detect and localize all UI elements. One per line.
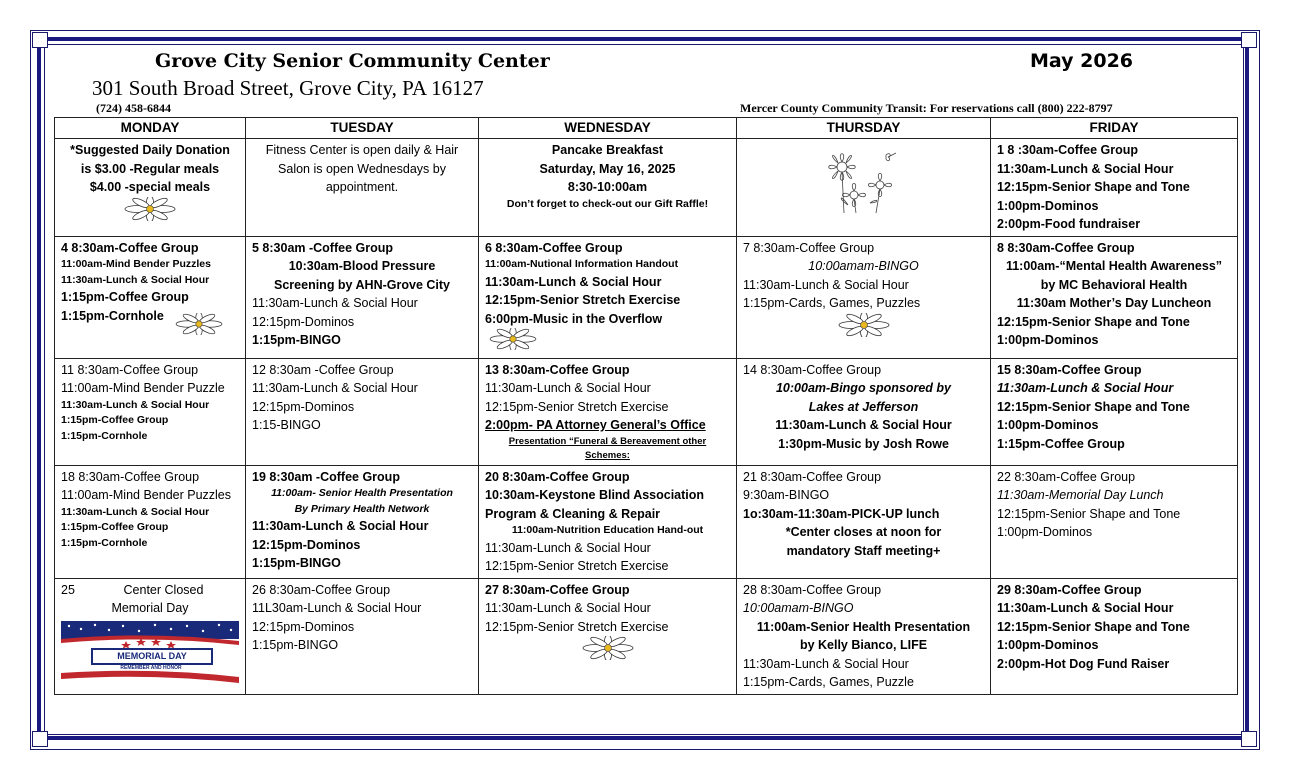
event-line: 1:15pm-Coffee Group (997, 436, 1125, 451)
event-line: by MC Behavioral Health (1040, 277, 1188, 292)
event-line: 1:00pm-Dominos (997, 525, 1093, 539)
flowers-sketch-icon (814, 145, 914, 215)
weekday-header: THURSDAY (737, 118, 991, 139)
event-line: 11:30am-Lunch & Social Hour (485, 274, 662, 289)
event-line: 1:00pm-Dominos (997, 198, 1099, 213)
event-line: 11:30am-Lunch & Social Hour (997, 381, 1174, 395)
day-cell (479, 139, 737, 237)
event-line: 12:15pm-Senior Shape and Tone (997, 506, 1181, 521)
info-line: Salon is open Wednesdays by (278, 161, 446, 176)
weekday-header: MONDAY (55, 118, 246, 139)
week-row (55, 358, 1238, 465)
event-line: 11:00am-Mind Bender Puzzles (61, 258, 211, 270)
day-cell (55, 578, 246, 694)
event-line: 11:30am-Lunch & Social Hour (252, 381, 418, 395)
event-line: 10:30am-Blood Pressure (288, 259, 436, 273)
event-line: 28 8:30am-Coffee Group (743, 582, 882, 597)
corner-ornament (1241, 32, 1257, 48)
month-label: May 2026 (1030, 50, 1134, 72)
event-line: 11:30am-Lunch & Social Hour (743, 277, 909, 292)
event-line: 12:15pm-Dominos (252, 619, 355, 634)
day-cell (55, 236, 246, 358)
info-line: Fitness Center is open daily & Hair (265, 143, 459, 157)
day-cell (737, 236, 991, 358)
event-line: Program & Cleaning & Repair (485, 506, 661, 521)
event-line: 11:30am-Lunch & Social Hour (61, 273, 210, 286)
day-cell (737, 578, 991, 694)
event-line: 1:15pm-Cornhole (61, 536, 148, 549)
event-line: Presentation “Funeral & Bereavement other (508, 435, 707, 447)
corner-ornament (32, 731, 48, 747)
event-line: 29 8:30am-Coffee Group (997, 582, 1142, 597)
event-line: 2:00pm- PA Attorney General’s Office (485, 418, 706, 432)
event-line: 1:15pm-Coffee Group (61, 290, 189, 304)
event-line: *Center closes at noon for (785, 525, 942, 539)
event-line: 21 8:30am-Coffee Group (743, 469, 882, 484)
event-line: 11:00am-Mind Bender Puzzles (61, 488, 231, 502)
event-line: 12:15pm-Senior Shape and Tone (997, 619, 1190, 634)
event-line: 12:15pm-Senior Shape and Tone (997, 314, 1190, 329)
memorial-day-banner (61, 621, 239, 686)
event-line: 26 8:30am-Coffee Group (252, 582, 391, 597)
event-line: 11:30am-Lunch & Social Hour (252, 296, 418, 310)
event-line: 15 8:30am-Coffee Group (997, 362, 1142, 377)
event-line: 1o:30am-11:30am-PICK-UP lunch (743, 506, 940, 521)
memorial-day-sublabel: REMEMBER AND HONOR (120, 664, 182, 671)
event-line: 20 8:30am-Coffee Group (485, 469, 630, 484)
event-line: mandatory Staff meeting+ (786, 543, 941, 558)
daisy-icon (580, 636, 636, 660)
corner-ornament (32, 32, 48, 48)
event-line: 2:00pm-Food fundraiser (997, 217, 1141, 231)
day-cell (737, 358, 991, 465)
event-line: 12:15pm-Senior Stretch Exercise (485, 619, 669, 634)
daisy-icon (485, 328, 541, 350)
event-line: 11:30am Mother’s Day Luncheon (1016, 296, 1212, 310)
event-line: 11:00am-“Mental Health Awareness” (1005, 259, 1223, 273)
event-line: 22 8:30am-Coffee Group (997, 469, 1136, 484)
event-line: 12:15pm-Senior Stretch Exercise (485, 399, 669, 414)
event-line: 11:30am-Memorial Day Lunch (997, 488, 1164, 502)
day-cell (246, 236, 479, 358)
info-line: appointment. (325, 180, 399, 194)
event-line: 1:15pm-Cards, Games, Puzzle (743, 675, 914, 689)
phone-number: (724) 458-6844 (96, 101, 171, 115)
event-line: 11:30am-Lunch & Social Hour (485, 601, 651, 615)
weekday-header: FRIDAY (991, 118, 1238, 139)
event-line: 12:15pm-Senior Stretch Exercise (485, 293, 681, 307)
event-line: 11:30am-Lunch & Social Hour (61, 505, 210, 518)
event-line: 12:15pm-Dominos (252, 314, 355, 329)
event-line: 1:15pm-BINGO (252, 556, 341, 570)
event-line: 12:15pm-Dominos (252, 537, 361, 552)
day-cell (479, 358, 737, 465)
event-line: 11 8:30am-Coffee Group (61, 362, 199, 377)
event-line: 1:00pm-Dominos (997, 638, 1099, 652)
event-line: 4 8:30am-Coffee Group (61, 240, 199, 255)
event-line: Schemes: (585, 449, 630, 461)
event-line: 11:00am- Senior Health Presentation (271, 487, 453, 499)
donation-line: *Suggested Daily Donation (70, 143, 230, 157)
event-line: 10:00am-Bingo sponsored by (775, 381, 952, 395)
event-line: 11:00am-Nutional Information Handout (485, 258, 679, 270)
day-cell (479, 236, 737, 358)
event-line: 8 8:30am-Coffee Group (997, 240, 1135, 255)
event-line: Saturday, May 16, 2025 (539, 161, 676, 176)
page-title: Grove City Senior Community Center (155, 50, 550, 72)
event-line: 10:30am-Keystone Blind Association (485, 488, 705, 502)
event-line: 12:15pm-Senior Stretch Exercise (485, 559, 669, 573)
event-line: 12:15pm-Dominos (252, 399, 355, 414)
event-line: 27 8:30am-Coffee Group (485, 582, 630, 597)
day-cell (246, 465, 479, 578)
event-line: 10:00amam-BINGO (808, 259, 919, 273)
transit-info: Mercer County Community Transit: For reservations call (800) 222-8797 (740, 101, 1113, 115)
event-line: 11:30am-Lunch & Social Hour (997, 601, 1174, 615)
event-line: 11:00am-Nutrition Education Hand-out (511, 524, 704, 536)
event-line: 1:30pm-Music by Josh Rowe (778, 436, 949, 451)
memorial-day-label: MEMORIAL DAY (91, 648, 213, 665)
event-line: 13 8:30am-Coffee Group (485, 362, 630, 377)
weekday-header: TUESDAY (246, 118, 479, 139)
week-row (55, 139, 1238, 237)
event-line: 1:15pm-Coffee Group (61, 414, 169, 426)
event-line: 1:15pm-Cornhole (61, 308, 164, 323)
event-line: 5 8:30am -Coffee Group (252, 240, 394, 255)
day-cell (991, 358, 1238, 465)
event-line: 11:30am-Lunch & Social Hour (775, 418, 952, 432)
event-line: 12:15pm-Senior Shape and Tone (997, 180, 1190, 194)
event-line: 11:30am-Lunch & Social Hour (252, 519, 429, 533)
event-line: 12:15pm-Senior Shape and Tone (997, 399, 1190, 414)
event-line: 11:30am-Lunch & Social Hour (743, 656, 909, 671)
event-line: 1:15pm-Coffee Group (61, 521, 169, 533)
event-line: 1:15pm-BINGO (252, 333, 341, 347)
calendar-table (54, 117, 1238, 695)
event-line: 11:00am-Senior Health Presentation (756, 619, 971, 634)
day-cell (991, 236, 1238, 358)
day-cell (55, 465, 246, 578)
event-line: 11:30am-Lunch & Social Hour (485, 381, 651, 395)
event-line: 2:00pm-Hot Dog Fund Raiser (997, 656, 1170, 671)
daisy-icon (836, 313, 892, 337)
event-line: 7 8:30am-Coffee Group (743, 240, 875, 255)
day-cell (991, 465, 1238, 578)
day-cell (246, 578, 479, 694)
event-line: 10:00amam-BINGO (743, 601, 854, 615)
weekday-header-row (55, 118, 1238, 139)
event-line: 6 8:30am-Coffee Group (485, 240, 623, 255)
event-line: 9:30am-BINGO (743, 488, 830, 502)
event-line: 11:30am-Lunch & Social Hour (485, 540, 651, 555)
day-cell (991, 578, 1238, 694)
day-cell (246, 358, 479, 465)
week-row (55, 578, 1238, 694)
corner-ornament (1241, 731, 1257, 747)
event-line: Don’t forget to check-out our Gift Raffle! (506, 197, 709, 210)
event-line: By Primary Health Network (294, 502, 430, 515)
event-line: 11:00am-Mind Bender Puzzle (61, 381, 225, 395)
day-cell (991, 139, 1238, 237)
event-line: 1:15-BINGO (252, 418, 321, 432)
event-line: 11:30am-Lunch & Social Hour (61, 398, 210, 411)
event-line: Pancake Breakfast (551, 143, 664, 157)
donation-line: $4.00 -special meals (89, 180, 211, 194)
day-cell (55, 139, 246, 237)
day-cell (479, 465, 737, 578)
event-line: 1:15pm-Cards, Games, Puzzles (743, 296, 921, 310)
event-line: 11:30am-Lunch & Social Hour (997, 161, 1174, 176)
event-line: 25 Center Closed (61, 582, 204, 597)
donation-line: is $3.00 -Regular meals (80, 161, 220, 176)
daisy-icon (122, 197, 178, 221)
event-line: 19 8:30am -Coffee Group (252, 469, 400, 484)
day-cell (737, 465, 991, 578)
event-line: 1:00pm-Dominos (997, 418, 1099, 432)
day-cell (246, 139, 479, 237)
day-cell (55, 358, 246, 465)
week-row (55, 236, 1238, 358)
address: 301 South Broad Street, Grove City, PA 16127 (92, 76, 484, 100)
event-line: by Kelly Bianco, LIFE (799, 638, 928, 652)
event-line: Lakes at Jefferson (808, 399, 919, 414)
event-line: 18 8:30am-Coffee Group (61, 469, 200, 484)
event-line: 1:15pm-BINGO (252, 638, 339, 652)
weekday-header: WEDNESDAY (479, 118, 737, 139)
daisy-icon (171, 313, 227, 335)
event-line: Screening by AHN-Grove City (274, 277, 450, 292)
event-line: Memorial Day (111, 601, 189, 615)
event-line: 8:30-10:00am (567, 180, 648, 194)
event-line: 14 8:30am-Coffee Group (743, 362, 882, 377)
day-cell (479, 578, 737, 694)
event-line: 12 8:30am -Coffee Group (252, 362, 394, 377)
event-line: 1:00pm-Dominos (997, 333, 1099, 347)
week-row (55, 465, 1238, 578)
event-line: 11L30am-Lunch & Social Hour (252, 601, 422, 615)
event-line: 6:00pm-Music in the Overflow (485, 311, 663, 326)
event-line: 1:15pm-Cornhole (61, 429, 148, 442)
event-line: 1 8 :30am-Coffee Group (997, 143, 1139, 157)
day-cell (737, 139, 991, 237)
